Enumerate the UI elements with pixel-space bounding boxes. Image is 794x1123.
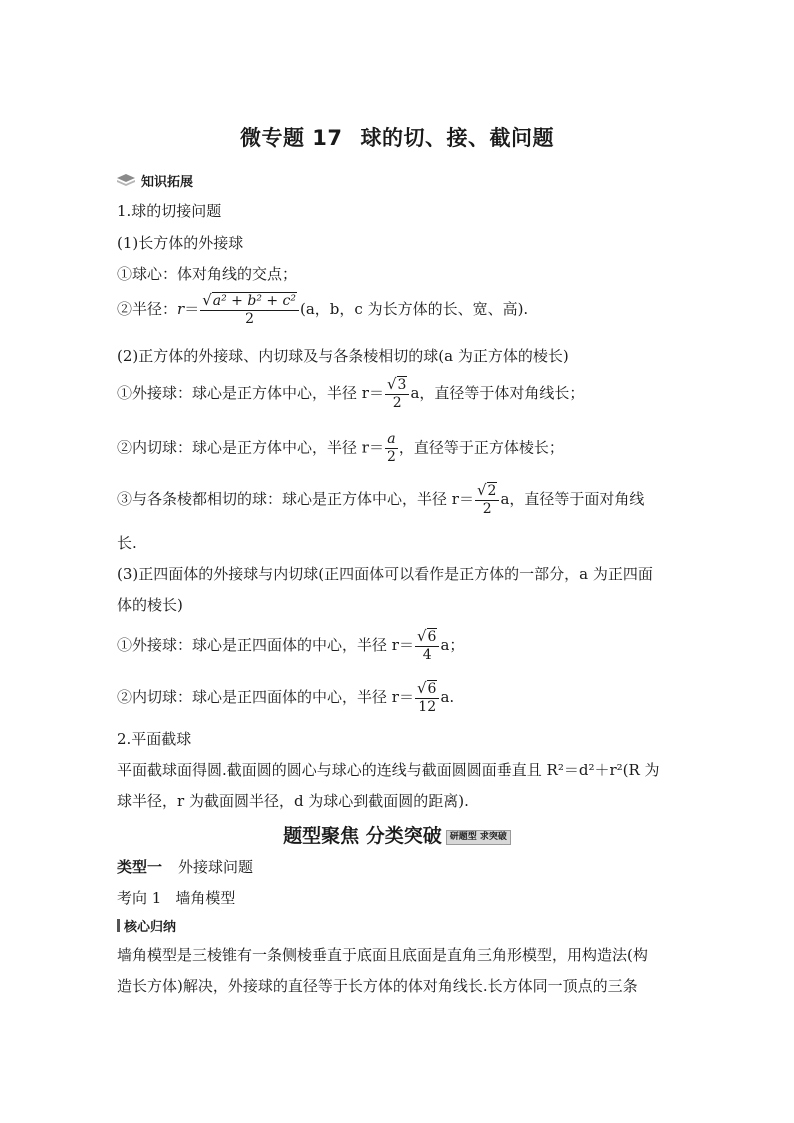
page-title (0, 122, 794, 152)
text-line-2: (1)长方体的外接球 (117, 234, 244, 252)
fraction-sqrt3-2: √ 3 2 (385, 376, 409, 412)
text-line-9: 长. (117, 534, 137, 552)
topic-label: 考向 1 (117, 889, 162, 907)
bar-marker-icon (117, 919, 120, 932)
fraction-sqrt6-4: √ 6 4 (415, 628, 439, 664)
text-line-5: (2)正方体的外接球、内切球及与各条棱相切的球(a 为正方体的棱长) (117, 347, 569, 365)
section-banner (0, 821, 794, 848)
fraction-a-2: $\frac{a}{2}$ (386, 431, 396, 465)
text-line-16: 球半径，r 为截面圆半径，d 为球心到截面圆的距离). (117, 792, 469, 810)
summary-heading (117, 918, 176, 938)
title-prefix: 微专题 17 (239, 126, 343, 150)
type-text: 外接球问题 (178, 858, 254, 876)
text-line-13: ②内切球：球心是正四面体的中心，半径 r＝ √ 6 12 a. (117, 679, 455, 715)
summary-label: 核心归纳 (124, 920, 177, 935)
type-heading (117, 857, 253, 877)
text-line-1: 1.球的切接问题 (117, 202, 222, 220)
radius-fraction-box: √ a² + b² + c² 2 (200, 292, 299, 328)
banner-title: 题型聚焦 分类突破 (283, 825, 442, 847)
type-label: 类型一 (117, 858, 163, 876)
para-line-1: 墙角模型是三棱锥有一条侧棱垂直于底面且底面是直角三角形模型，用构造法(构 (117, 946, 648, 964)
topic-heading (117, 888, 235, 908)
fraction-sqrt6-12: √ 6 12 (415, 680, 439, 716)
text-line-15: 平面截球面得圆.截面圆的圆心与球心的连线与截面圆圆面垂直且 R²＝d²＋r²(R 为 (117, 761, 660, 779)
section-header (117, 171, 193, 189)
text-line-11: 体的棱长) (117, 596, 183, 614)
text-line-7: ②内切球：球心是正方体中心，半径 r＝ $\frac{a}{2}$ ，直径等于正方体棱长； (117, 431, 564, 465)
para-line-2: 造长方体)解决，外接球的直径等于长方体的体对角线长.长方体同一顶点的三条 (117, 977, 638, 995)
text-line-6: ①外接球：球心是正方体中心，半径 r＝ √ 3 2 a，直径等于体对角线长； (117, 375, 585, 411)
text-line-4: ②半径：r＝ √ a² + b² + c² 2 (a，b，c 为长方体的长、宽、高). (117, 291, 529, 327)
fraction-sqrt2-2: √ 2 2 (475, 482, 499, 518)
banner-tag: 研题型 求突破 (446, 830, 511, 845)
text-line-12: ①外接球：球心是正四面体的中心，半径 r＝ √ 6 4 a； (117, 627, 465, 663)
text-line-14: 2.平面截球 (117, 730, 192, 748)
section-label: 知识拓展 (141, 174, 194, 190)
text-line-3: ①球心：体对角线的交点； (117, 265, 298, 283)
topic-text: 墙角模型 (175, 889, 236, 907)
text-line-10: (3)正四面体的外接球与内切球(正四面体可以看作是正方体的一部分，a 为正四面 (117, 565, 653, 583)
title-main: 球的切、接、截问题 (360, 126, 555, 150)
text-line-8: ③与各条棱都相切的球：球心是正方体中心，半径 r＝ √ 2 2 a，直径等于面对角线 (117, 481, 645, 517)
layers-icon (117, 174, 135, 187)
